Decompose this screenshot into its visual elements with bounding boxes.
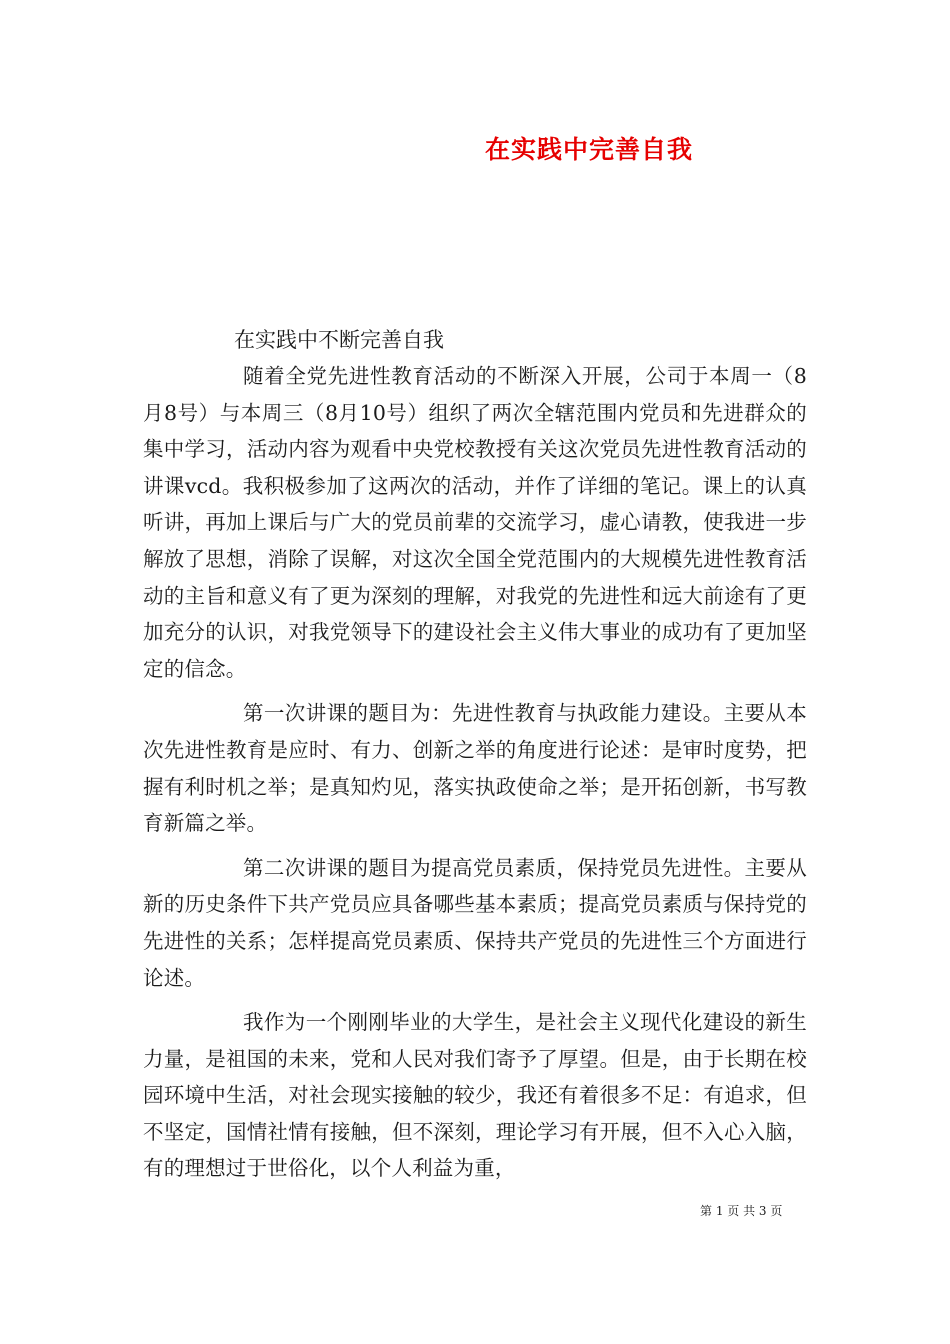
document-subtitle: 在实践中不断完善自我 xyxy=(234,328,444,352)
document-title: 在实践中完善自我 xyxy=(484,135,693,164)
paragraph-3: 第二次讲课的题目为提高党员素质，保持党员先进性。主要从新的历史条件下共产党员应具备哪些基本素质；提高党员素质与保持党的先进性的关系；怎样提高党员素质、保持共产党员的先进性三个方面进行论述。 xyxy=(143,855,807,990)
page-number-footer: 第 1 页 共 3 页 xyxy=(700,1204,783,1218)
document-body xyxy=(143,358,807,1195)
paragraph-4: 我作为一个刚刚毕业的大学生，是社会主义现代化建设的新生力量，是祖国的未来，党和人民对我们寄予了厚望。但是，由于长期在校园环境中生活，对社会现实接触的较少，我还有着很多不足：有追求，但不坚定，国情社情有接触，但不深刻，理论学习有开展，但不入心入脑，有的理想过于世俗化，以个人利益为重， xyxy=(143,1010,807,1181)
paragraph-1: 随着全党先进性教育活动的不断深入开展，公司于本周一（8月8号）与本周三（8月10号）组织了两次全辖范围内党员和先进群众的集中学习，活动内容为观看中央党校教授有关这次党员先进性教育活动的讲课vcd。我积极参加了这两次的活动，并作了详细的笔记。课上的认真听讲，再加上课后与广大的党员前辈的交流学习，虚心请教，使我进一步解放了思想，消除了误解，对这次全国全党范围内的大规模先进性教育活动的主旨和意义有了更为深刻的理解，对我党的先进性和远大前途有了更加充分的认识，对我党领导下的建设社会主义伟大事业的成功有了更加坚定的信念。 xyxy=(143,364,807,681)
paragraph-2: 第一次讲课的题目为：先进性教育与执政能力建设。主要从本次先进性教育是应时、有力、创新之举的角度进行论述：是审时度势，把握有利时机之举；是真知灼见，落实执政使命之举；是开拓创新，书写教育新篇之举。 xyxy=(143,701,807,836)
